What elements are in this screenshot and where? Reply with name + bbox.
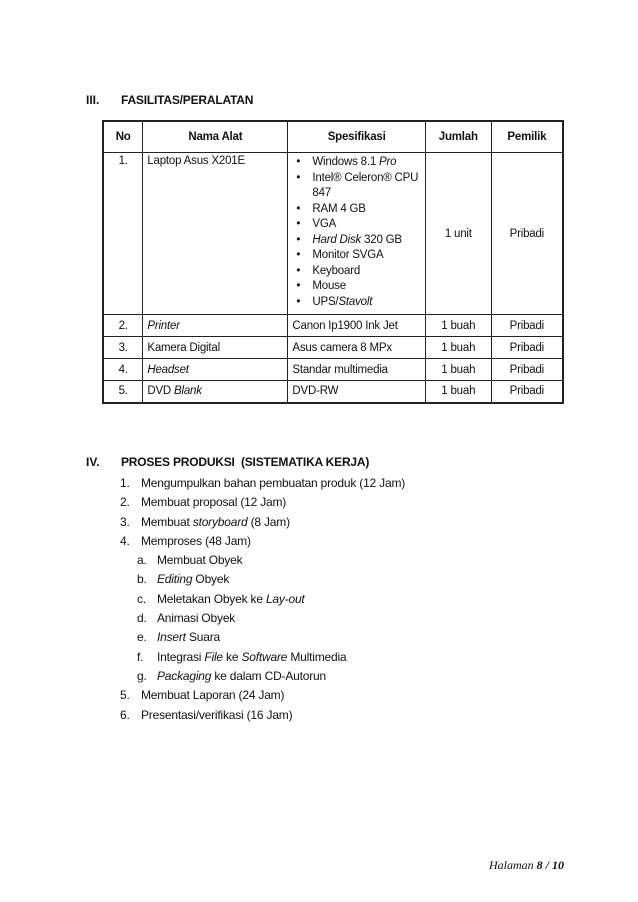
item-text [141,513,290,532]
section-title: PROSES PRODUKSI (SISTEMATIKA KERJA) [121,455,370,469]
spec-item [292,202,421,218]
spec-text-italic: Pro [379,156,397,168]
item-number: b. [137,572,147,587]
spec-text: UPS/ [312,295,339,308]
item-text-part: Membuat Laporan (24 Jam) [141,688,285,703]
spec-item [292,248,421,264]
header-no: No [103,121,143,153]
item-number: 5. [120,688,130,703]
cell-spesifikasi: Standar multimedia [288,359,426,381]
item-number: c. [137,591,146,606]
item-text-part: Animasi Obyek [157,611,236,626]
item-text-part: (8 Jam) [247,514,290,529]
item-text-part: Presentasi/verifikasi (16 Jam) [141,707,293,722]
item-text-part: Membuat [141,514,193,529]
bullet-icon: • [296,218,301,230]
cell-nama-alat [143,359,288,381]
item-text-part: Membuat proposal (12 Jam) [141,495,287,510]
item-number: 1. [120,476,130,490]
item-text-part: Membuat Obyek [157,553,243,568]
item-text-part: ke dalam CD-Autorun [211,668,326,683]
table-row [103,381,563,403]
cell-jumlah: 1 buah [425,381,491,403]
item-text-italic: storyboard [192,514,248,529]
item-text [157,648,346,667]
table-row [103,153,563,315]
item-text-part: ke [222,649,242,664]
item-text [141,474,405,493]
bullet-icon: • [296,280,301,292]
item-text [141,706,292,725]
cell-jumlah: 1 unit [425,153,491,315]
spec-item [292,233,421,249]
item-text-part: Integrasi [157,649,205,664]
item-text-part: Mengumpulkan bahan pembuatan produk (12 Jam) [141,476,406,490]
table-row [103,315,563,337]
page-number: 8 / 10 [536,858,564,872]
item-text-italic: File [204,649,223,664]
spec-item [292,171,421,202]
item-text-part: Meletakan Obyek ke [157,591,266,606]
item-text [157,551,242,570]
nama-text-italic: Printer [147,319,180,332]
item-text [157,628,220,647]
section-number: IV. [86,455,100,469]
cell-jumlah: 1 buah [425,315,491,337]
cell-no: 4. [103,359,143,381]
cell-jumlah: 1 buah [425,359,491,381]
bullet-icon: • [296,156,301,168]
cell-no: 3. [103,337,143,359]
item-number: 3. [120,514,130,529]
cell-pemilik: Pribadi [491,337,563,359]
item-text-italic: Software [241,649,288,664]
header-spesifikasi: Spesifikasi [288,121,426,153]
cell-spesifikasi: Asus camera 8 MPx [288,337,426,359]
spec-text: Monitor SVGA [312,249,384,261]
nama-text: Kamera Digital [147,341,220,354]
spec-text: 320 GB [361,233,402,246]
item-number: 2. [120,495,130,510]
item-text-part: Memproses (48 Jam) [141,533,251,548]
item-text-part: Obyek [192,572,230,587]
facilities-table [102,120,564,404]
spec-item [292,155,421,171]
bullet-icon: • [296,249,301,261]
bullet-icon: • [296,233,301,246]
cell-spesifikasi [288,153,426,315]
bullet-icon: • [296,295,301,308]
header-pemilik: Pemilik [491,121,563,153]
item-text-italic: Editing [157,572,193,587]
item-text [141,686,284,705]
cell-no: 1. [103,153,143,315]
spec-item [292,279,421,295]
section-number: III. [86,93,100,107]
nama-text-italic: Headset [147,363,189,376]
item-number: f. [137,649,144,664]
item-number: 4. [120,533,130,548]
item-text-part: Multimedia [287,649,347,664]
cell-pemilik: Pribadi [491,153,563,315]
cell-pemilik: Pribadi [491,315,563,337]
item-text [157,609,235,628]
header-jumlah: Jumlah [425,121,491,153]
bullet-icon: • [296,202,301,215]
item-number: 6. [120,707,130,722]
item-number: e. [137,630,147,645]
item-text [157,570,229,589]
spec-text-italic: Stavolt [338,295,373,308]
item-text-italic: Insert [157,630,186,645]
item-number: a. [137,553,147,568]
item-text-italic: Lay-out [265,591,305,606]
nama-text: DVD [147,385,175,398]
item-text-part: Suara [185,630,220,645]
spec-item [292,264,421,280]
cell-jumlah: 1 buah [425,337,491,359]
cell-pemilik: Pribadi [491,381,563,403]
item-number: d. [137,611,147,626]
footer-label: Halaman [488,858,537,872]
spec-item [292,217,421,233]
cell-no: 2. [103,315,143,337]
cell-spesifikasi: Canon Ip1900 Ink Jet [288,315,426,337]
nama-text-italic: Blank [174,385,202,398]
cell-nama-alat: Laptop Asus X201E [143,153,288,315]
table-row [103,359,563,381]
spec-text: Mouse [312,280,346,292]
item-text [157,590,305,609]
table-row [103,337,563,359]
spec-text: RAM 4 GB [312,202,366,215]
spec-item [292,295,421,311]
spec-list [292,153,421,314]
header-nama-alat: Nama Alat [143,121,288,153]
item-text [157,667,326,686]
spec-text: Windows 8.1 [312,156,380,168]
cell-nama-alat [143,337,288,359]
item-number: g. [137,668,147,683]
spec-text-italic: Hard Disk [312,233,362,246]
cell-nama-alat [143,381,288,403]
bullet-icon: • [296,171,301,184]
item-text-italic: Packaging [157,668,212,683]
cell-nama-alat [143,315,288,337]
spec-text: VGA [312,218,337,230]
spec-text: Keyboard [312,264,361,277]
cell-spesifikasi: DVD-RW [288,381,426,403]
cell-no: 5. [103,381,143,403]
bullet-icon: • [296,264,301,277]
item-text [141,532,251,551]
section-title: FASILITAS/PERALATAN [121,93,254,107]
table-header-row [103,121,563,153]
cell-pemilik: Pribadi [491,359,563,381]
page-footer [489,858,564,873]
spec-text: Intel® Celeron® CPU 847 [312,171,419,199]
item-text [141,493,286,512]
